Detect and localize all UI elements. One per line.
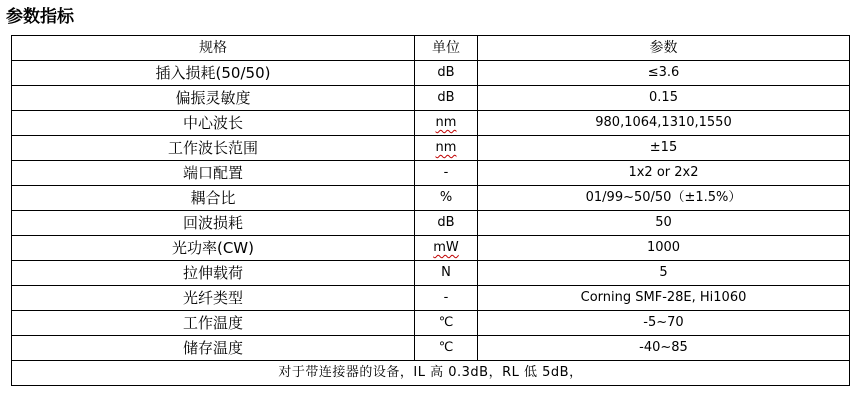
row-name: 工作温度 xyxy=(12,311,415,336)
row-value: ≤3.6 xyxy=(478,61,850,86)
row-unit: ℃ xyxy=(415,336,478,361)
header-spec: 规格 xyxy=(12,36,415,61)
table-row xyxy=(12,236,850,261)
row-unit: N xyxy=(415,261,478,286)
table-row xyxy=(12,336,850,361)
row-unit-text: mW xyxy=(433,240,459,255)
row-unit: % xyxy=(415,186,478,211)
section-title: 参数指标 xyxy=(6,7,74,27)
table-row xyxy=(12,186,850,211)
row-value: 1x2 or 2x2 xyxy=(478,161,850,186)
row-value: 5 xyxy=(478,261,850,286)
row-unit: - xyxy=(415,161,478,186)
row-unit xyxy=(415,111,478,136)
row-name: 工作波长范围 xyxy=(12,136,415,161)
row-name: 端口配置 xyxy=(12,161,415,186)
footnote-row xyxy=(12,361,850,386)
table-row xyxy=(12,136,850,161)
header-unit: 单位 xyxy=(415,36,478,61)
row-name: 中心波长 xyxy=(12,111,415,136)
row-value: 0.15 xyxy=(478,86,850,111)
row-name: 耦合比 xyxy=(12,186,415,211)
table-row xyxy=(12,111,850,136)
row-value: -5~70 xyxy=(478,311,850,336)
table-row xyxy=(12,261,850,286)
row-name: 拉伸载荷 xyxy=(12,261,415,286)
row-unit: - xyxy=(415,286,478,311)
footnote: 对于带连接器的设备，IL 高 0.3dB，RL 低 5dB， xyxy=(12,361,850,386)
row-name: 光纤类型 xyxy=(12,286,415,311)
row-unit xyxy=(415,136,478,161)
row-unit: ℃ xyxy=(415,311,478,336)
row-name: 偏振灵敏度 xyxy=(12,86,415,111)
row-unit-text: nm xyxy=(435,140,457,155)
table-row xyxy=(12,161,850,186)
table-header-row xyxy=(12,36,850,61)
row-name: 光功率(CW) xyxy=(12,236,415,261)
row-unit xyxy=(415,236,478,261)
row-name: 插入损耗(50/50) xyxy=(12,61,415,86)
row-value: -40~85 xyxy=(478,336,850,361)
table-row xyxy=(12,61,850,86)
header-param: 参数 xyxy=(478,36,850,61)
row-value: ±15 xyxy=(478,136,850,161)
spec-table xyxy=(11,35,850,386)
table-row xyxy=(12,86,850,111)
row-value: 1000 xyxy=(478,236,850,261)
table-row xyxy=(12,286,850,311)
row-value: 50 xyxy=(478,211,850,236)
table-row xyxy=(12,311,850,336)
row-name: 回波损耗 xyxy=(12,211,415,236)
row-name: 储存温度 xyxy=(12,336,415,361)
row-unit: dB xyxy=(415,86,478,111)
row-value: 01/99~50/50（±1.5%） xyxy=(478,186,850,211)
table-row xyxy=(12,211,850,236)
row-unit: dB xyxy=(415,61,478,86)
row-unit: dB xyxy=(415,211,478,236)
row-unit-text: nm xyxy=(435,115,457,130)
row-value: Corning SMF-28E, Hi1060 xyxy=(478,286,850,311)
row-value: 980,1064,1310,1550 xyxy=(478,111,850,136)
